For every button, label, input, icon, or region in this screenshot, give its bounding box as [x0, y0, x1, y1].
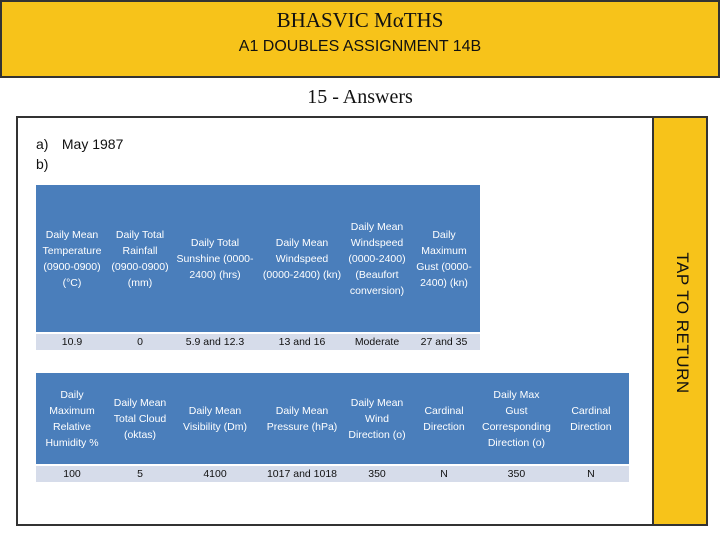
table-1-value-cell: 10.9 — [36, 333, 108, 351]
question-b-label: b) — [36, 156, 49, 172]
table-2-header-row — [36, 373, 629, 465]
table-1-header-cell: Daily Total Sunshine (0000-2400) (hrs) — [172, 185, 258, 333]
table-1-header-cell: Daily Mean Windspeed (0000-2400) (kn) — [258, 185, 346, 333]
table-1-value-cell: 13 and 16 — [258, 333, 346, 351]
table-1-value-cell: Moderate — [346, 333, 408, 351]
table-1-empty-cell — [550, 185, 626, 333]
table-1-value-cell: 0 — [108, 333, 172, 351]
question-b — [36, 156, 58, 172]
question-a — [36, 136, 123, 152]
table-2-header-cell: Daily Mean Pressure (hPa) — [258, 373, 346, 465]
table-2-value-cell: 100 — [36, 465, 108, 483]
table-2-header-cell: Daily Maximum Relative Humidity % — [36, 373, 108, 465]
page-subtitle: A1 DOUBLES ASSIGNMENT 14B — [238, 38, 482, 55]
table-2-value-cell: 1017 and 1018 — [258, 465, 346, 483]
table-1-header-cell: Daily Mean Temperature (0900-0900) (°C) — [36, 185, 108, 333]
question-a-label: a) — [36, 136, 49, 152]
table-2-value-cell: 5 — [108, 465, 172, 483]
table-1-header-cell: Daily Maximum Gust (0000-2400) (kn) — [408, 185, 480, 333]
tap-to-return-label: TAP TO RETURN — [673, 252, 692, 394]
tap-to-return-button[interactable] — [652, 116, 708, 526]
table-1-value-cell: 27 and 35 — [408, 333, 480, 351]
answers-title: 15 - Answers — [307, 86, 413, 108]
weather-table-2 — [36, 373, 629, 484]
table-1-header-cell: Daily Mean Windspeed (0000-2400) (Beaufort conversion) — [346, 185, 408, 333]
table-1-header-row — [36, 185, 626, 333]
table-2-value-cell: N — [408, 465, 480, 483]
table-2-value-cell: 350 — [346, 465, 408, 483]
table-1-header-cell: Daily Total Rainfall (0900-0900) (mm) — [108, 185, 172, 333]
table-2-value-cell: N — [553, 465, 629, 483]
table-2-header-cell: Daily Mean Wind Direction (o) — [346, 373, 408, 465]
table-2-header-cell: Daily Mean Visibility (Dm) — [172, 373, 258, 465]
table-2-header-cell: Cardinal Direction — [408, 373, 480, 465]
table-2-value-row — [36, 465, 629, 483]
table-1-value-cell: 5.9 and 12.3 — [172, 333, 258, 351]
weather-table-1 — [36, 185, 626, 352]
table-1-value-row — [36, 333, 626, 351]
page-title: BHASVIC MαTHS — [276, 8, 444, 32]
table-2-header-cell: Daily Max Gust Corresponding Direction (o) — [480, 373, 553, 465]
table-1-empty-cell — [550, 333, 626, 351]
table-1-empty-cell — [480, 185, 550, 333]
table-2-value-cell: 4100 — [172, 465, 258, 483]
table-2-value-cell: 350 — [480, 465, 553, 483]
table-2-header-cell: Cardinal Direction — [553, 373, 629, 465]
table-2-header-cell: Daily Mean Total Cloud (oktas) — [108, 373, 172, 465]
question-a-answer: May 1987 — [61, 136, 124, 152]
table-1-empty-cell — [480, 333, 550, 351]
